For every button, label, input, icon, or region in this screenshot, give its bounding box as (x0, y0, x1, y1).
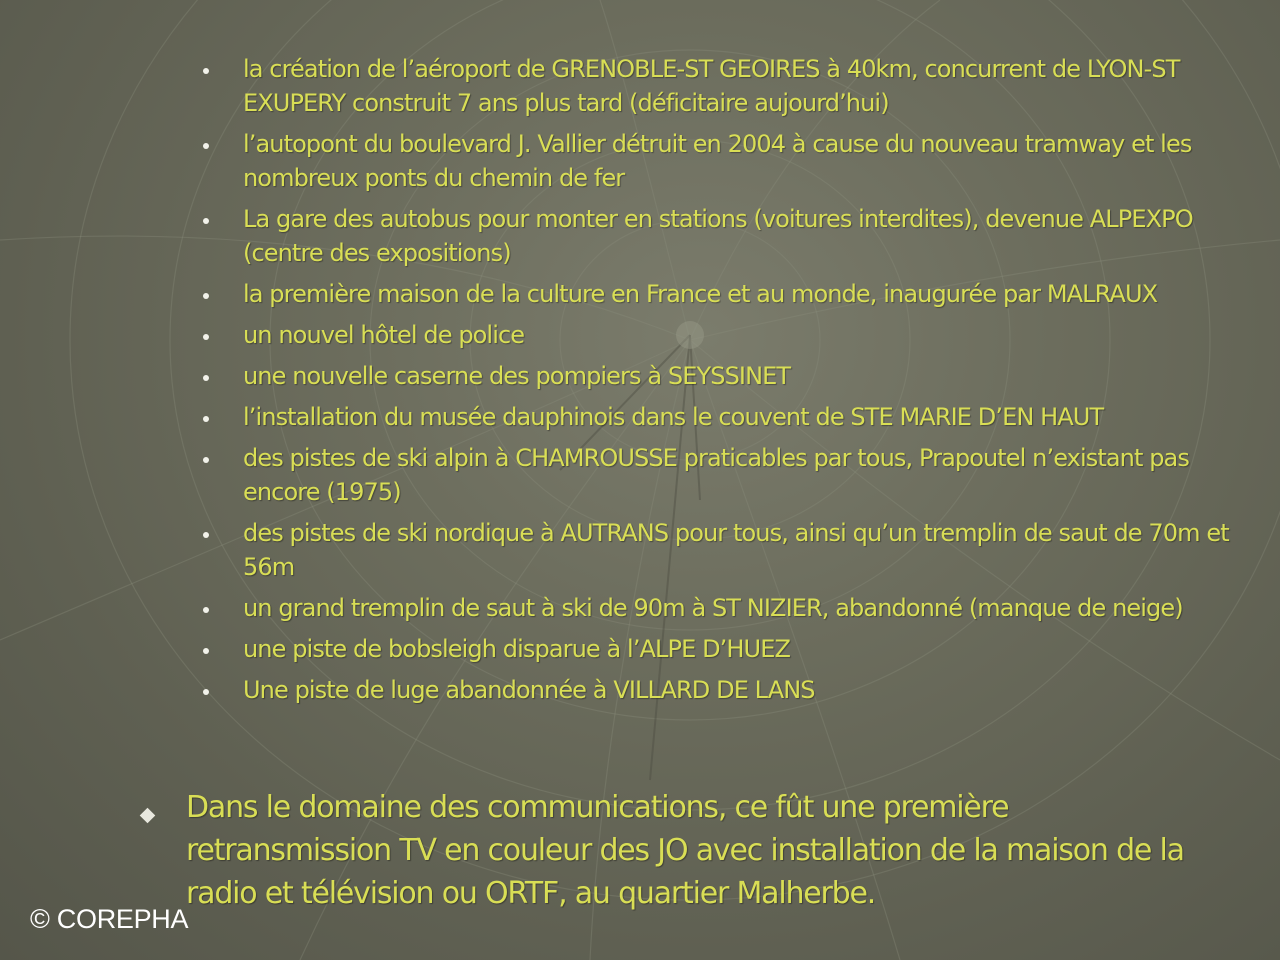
bullet-dot-icon (203, 689, 209, 695)
list-item (195, 516, 1235, 584)
bullet-dot-icon (203, 416, 209, 422)
list-item-text: une nouvelle caserne des pompiers à SEYSSINET (243, 362, 791, 390)
list-item (195, 591, 1235, 625)
list-item (195, 359, 1235, 393)
sub-bullet-list (195, 52, 1235, 714)
list-item-text: une piste de bobsleigh disparue à l’ALPE D’HUEZ (243, 635, 791, 663)
list-item (195, 277, 1235, 311)
list-item (195, 673, 1235, 707)
list-item-text: un grand tremplin de saut à ski de 90m à ST NIZIER, abandonné (manque de neige) (243, 594, 1183, 622)
main-bullet-text: Dans le domaine des communications, ce fût une première retransmission TV en couleur des JO avec installation de la maison de la radio et télévision ou ORTF, au quartier Malherbe. (186, 790, 1184, 911)
list-item-text: l’autopont du boulevard J. Vallier détruit en 2004 à cause du nouveau tramway et les nombreux ponts du chemin de fer (243, 130, 1192, 192)
bullet-dot-icon (203, 218, 209, 224)
bullet-dot-icon (203, 375, 209, 381)
list-item-text: Une piste de luge abandonnée à VILLARD DE LANS (243, 676, 815, 704)
main-bullet-item (140, 786, 1220, 915)
list-item (195, 400, 1235, 434)
bullet-dot-icon (203, 68, 209, 74)
list-item-text: La gare des autobus pour monter en stations (voitures interdites), devenue ALPEXPO (centre des expositions) (243, 205, 1193, 267)
bullet-dot-icon (203, 607, 209, 613)
list-item (195, 127, 1235, 195)
copyright-notice: © COREPHA (30, 904, 189, 934)
list-item (195, 318, 1235, 352)
list-item-text: des pistes de ski nordique à AUTRANS pour tous, ainsi qu’un tremplin de saut de 70m et 56m (243, 519, 1229, 581)
list-item-text: la première maison de la culture en France et au monde, inaugurée par MALRAUX (243, 280, 1158, 308)
list-item-text: l’installation du musée dauphinois dans le couvent de STE MARIE D’EN HAUT (243, 403, 1104, 431)
list-item-text: la création de l’aéroport de GRENOBLE-ST GEOIRES à 40km, concurrent de LYON-ST EXUPERY construit 7 ans plus tard (déficitaire aujourd’hui) (243, 55, 1180, 117)
bullet-dot-icon (203, 648, 209, 654)
list-item-text: un nouvel hôtel de police (243, 321, 525, 349)
bullet-dot-icon (203, 457, 209, 463)
bullet-dot-icon (203, 293, 209, 299)
list-item-text: des pistes de ski alpin à CHAMROUSSE praticables par tous, Prapoutel n’existant pas encore (1975) (243, 444, 1189, 506)
bullet-dot-icon (203, 532, 209, 538)
bullet-dot-icon (203, 143, 209, 149)
list-item (195, 202, 1235, 270)
list-item (195, 632, 1235, 666)
list-item (195, 52, 1235, 120)
list-item (195, 441, 1235, 509)
diamond-bullet-icon (140, 808, 156, 824)
bullet-dot-icon (203, 334, 209, 340)
